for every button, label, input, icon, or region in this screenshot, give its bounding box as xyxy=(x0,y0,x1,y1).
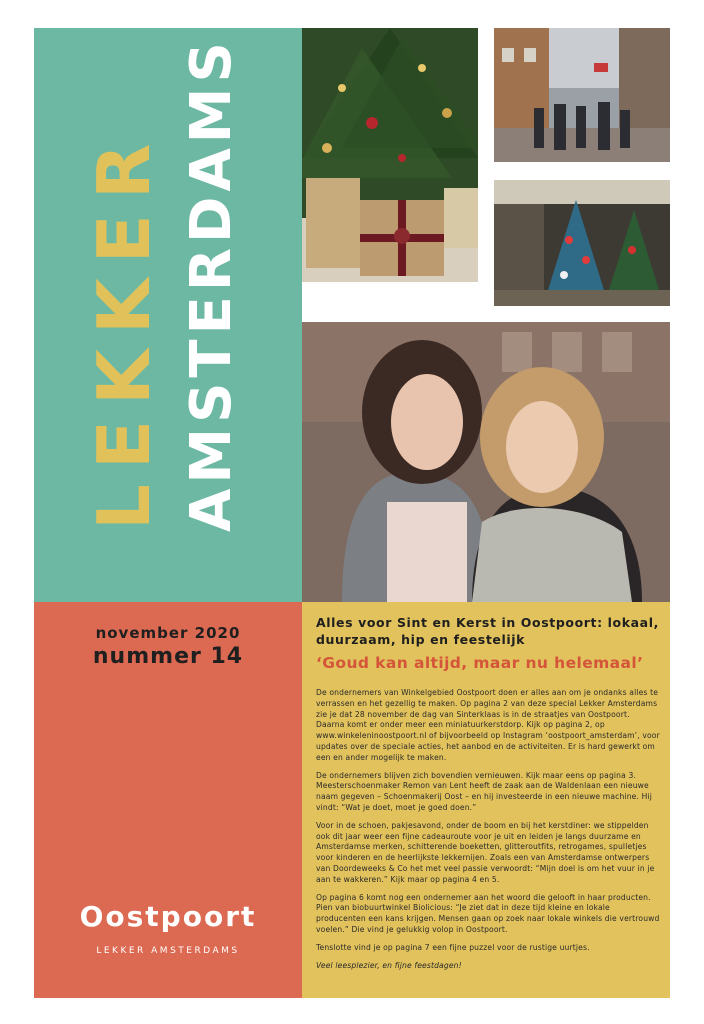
photo-christmas-tree xyxy=(302,28,478,282)
article-paragraph: Op pagina 6 komt nog een ondernemer aan het woord die gelooft in haar producten. Pien van biobuurtwinkel Biolicious: “Je ziet dat in deze tijd kleine en lokale producenten een kans krijgen. Mensen gaan op zoek naar lokale winkels die vertrouwd voelen.” Die vind je gelukkig volop in Oostpoort. xyxy=(316,892,660,934)
article-paragraph: Tenslotte vind je op pagina 7 een fijne puzzel voor de rustige uurtjes. xyxy=(316,942,590,952)
magazine-title-amsterdams: AMSTERDAMS xyxy=(179,37,244,532)
article-paragraph: De ondernemers van Winkelgebied Oostpoort doen er alles aan om je ondanks alles te verrassen en het gezellig te maken. Op pagina 2 van deze special Lekker Amsterdams zie je dat 28 november de dag van Sinterklaas is in de straatjes van Oostpoort. Daarna komt er onder meer een miniatuurkerstdorp. Kijk op pagina 2, op www.winkeleninoostpoort.nl of bijvoorbeeld op Instagram ‘oostpoort_amsterdam’, voor updates over de speciale acties, het aanbod en de activiteiten. Er is hard gewerkt om een en ander mogelijk te maken. xyxy=(316,688,660,762)
photo-shop-interior xyxy=(494,180,670,306)
article-paragraph: Voor in de schoen, pakjesavond, onder de boom en bij het kerstdiner: we stippelden ook dit jaar weer een fijne cadeauroute voor je uit en leiden je langs duurzame en Amsterdamse merken, schitterende boeketten, glitteroutfits, retrogames, spulletjes voor kinderen en de heerlijkste lekkernijen. Zoals een van Amsterdamse ontwerpers van Doordeweeks & Co het met veel passie verwoordt: “Mijn doel is om het vuur in je aan te wakkeren.” Kijk maar op pagina 4 en 5. xyxy=(316,820,655,884)
brand-tagline: LEKKER AMSTERDAMS xyxy=(96,946,240,956)
brand-logo: Oostpoort xyxy=(79,900,257,933)
magazine-title-lekker: LEKKER xyxy=(82,128,166,530)
title-panel xyxy=(34,28,302,602)
article-paragraph: De ondernemers blijven zich bovendien vernieuwen. Kijk maar eens op pagina 3. Meesterschoenmaker Remon van Lent heeft de zaak aan de Waldenlaan een nieuwe naam gegeven – Schoenmakerij Oost – en hij investeerde in een nieuwe machine. Hij vindt: “Wat je doet, moet je goed doen.” xyxy=(316,770,652,812)
issue-number: nummer 14 xyxy=(92,644,244,669)
issue-date: november 2020 xyxy=(95,624,241,642)
article-closing: Veel leesplezier, en fijne feestdagen! xyxy=(316,960,462,970)
photo-two-women xyxy=(302,322,670,602)
article-headline: Alles voor Sint en Kerst in Oostpoort: lokaal, duurzaam, hip en feestelijk xyxy=(316,615,659,647)
photo-shopping-street xyxy=(494,28,670,162)
article-body xyxy=(316,688,660,978)
article-pull-quote: ‘Goud kan altijd, maar nu helemaal’ xyxy=(316,654,644,672)
